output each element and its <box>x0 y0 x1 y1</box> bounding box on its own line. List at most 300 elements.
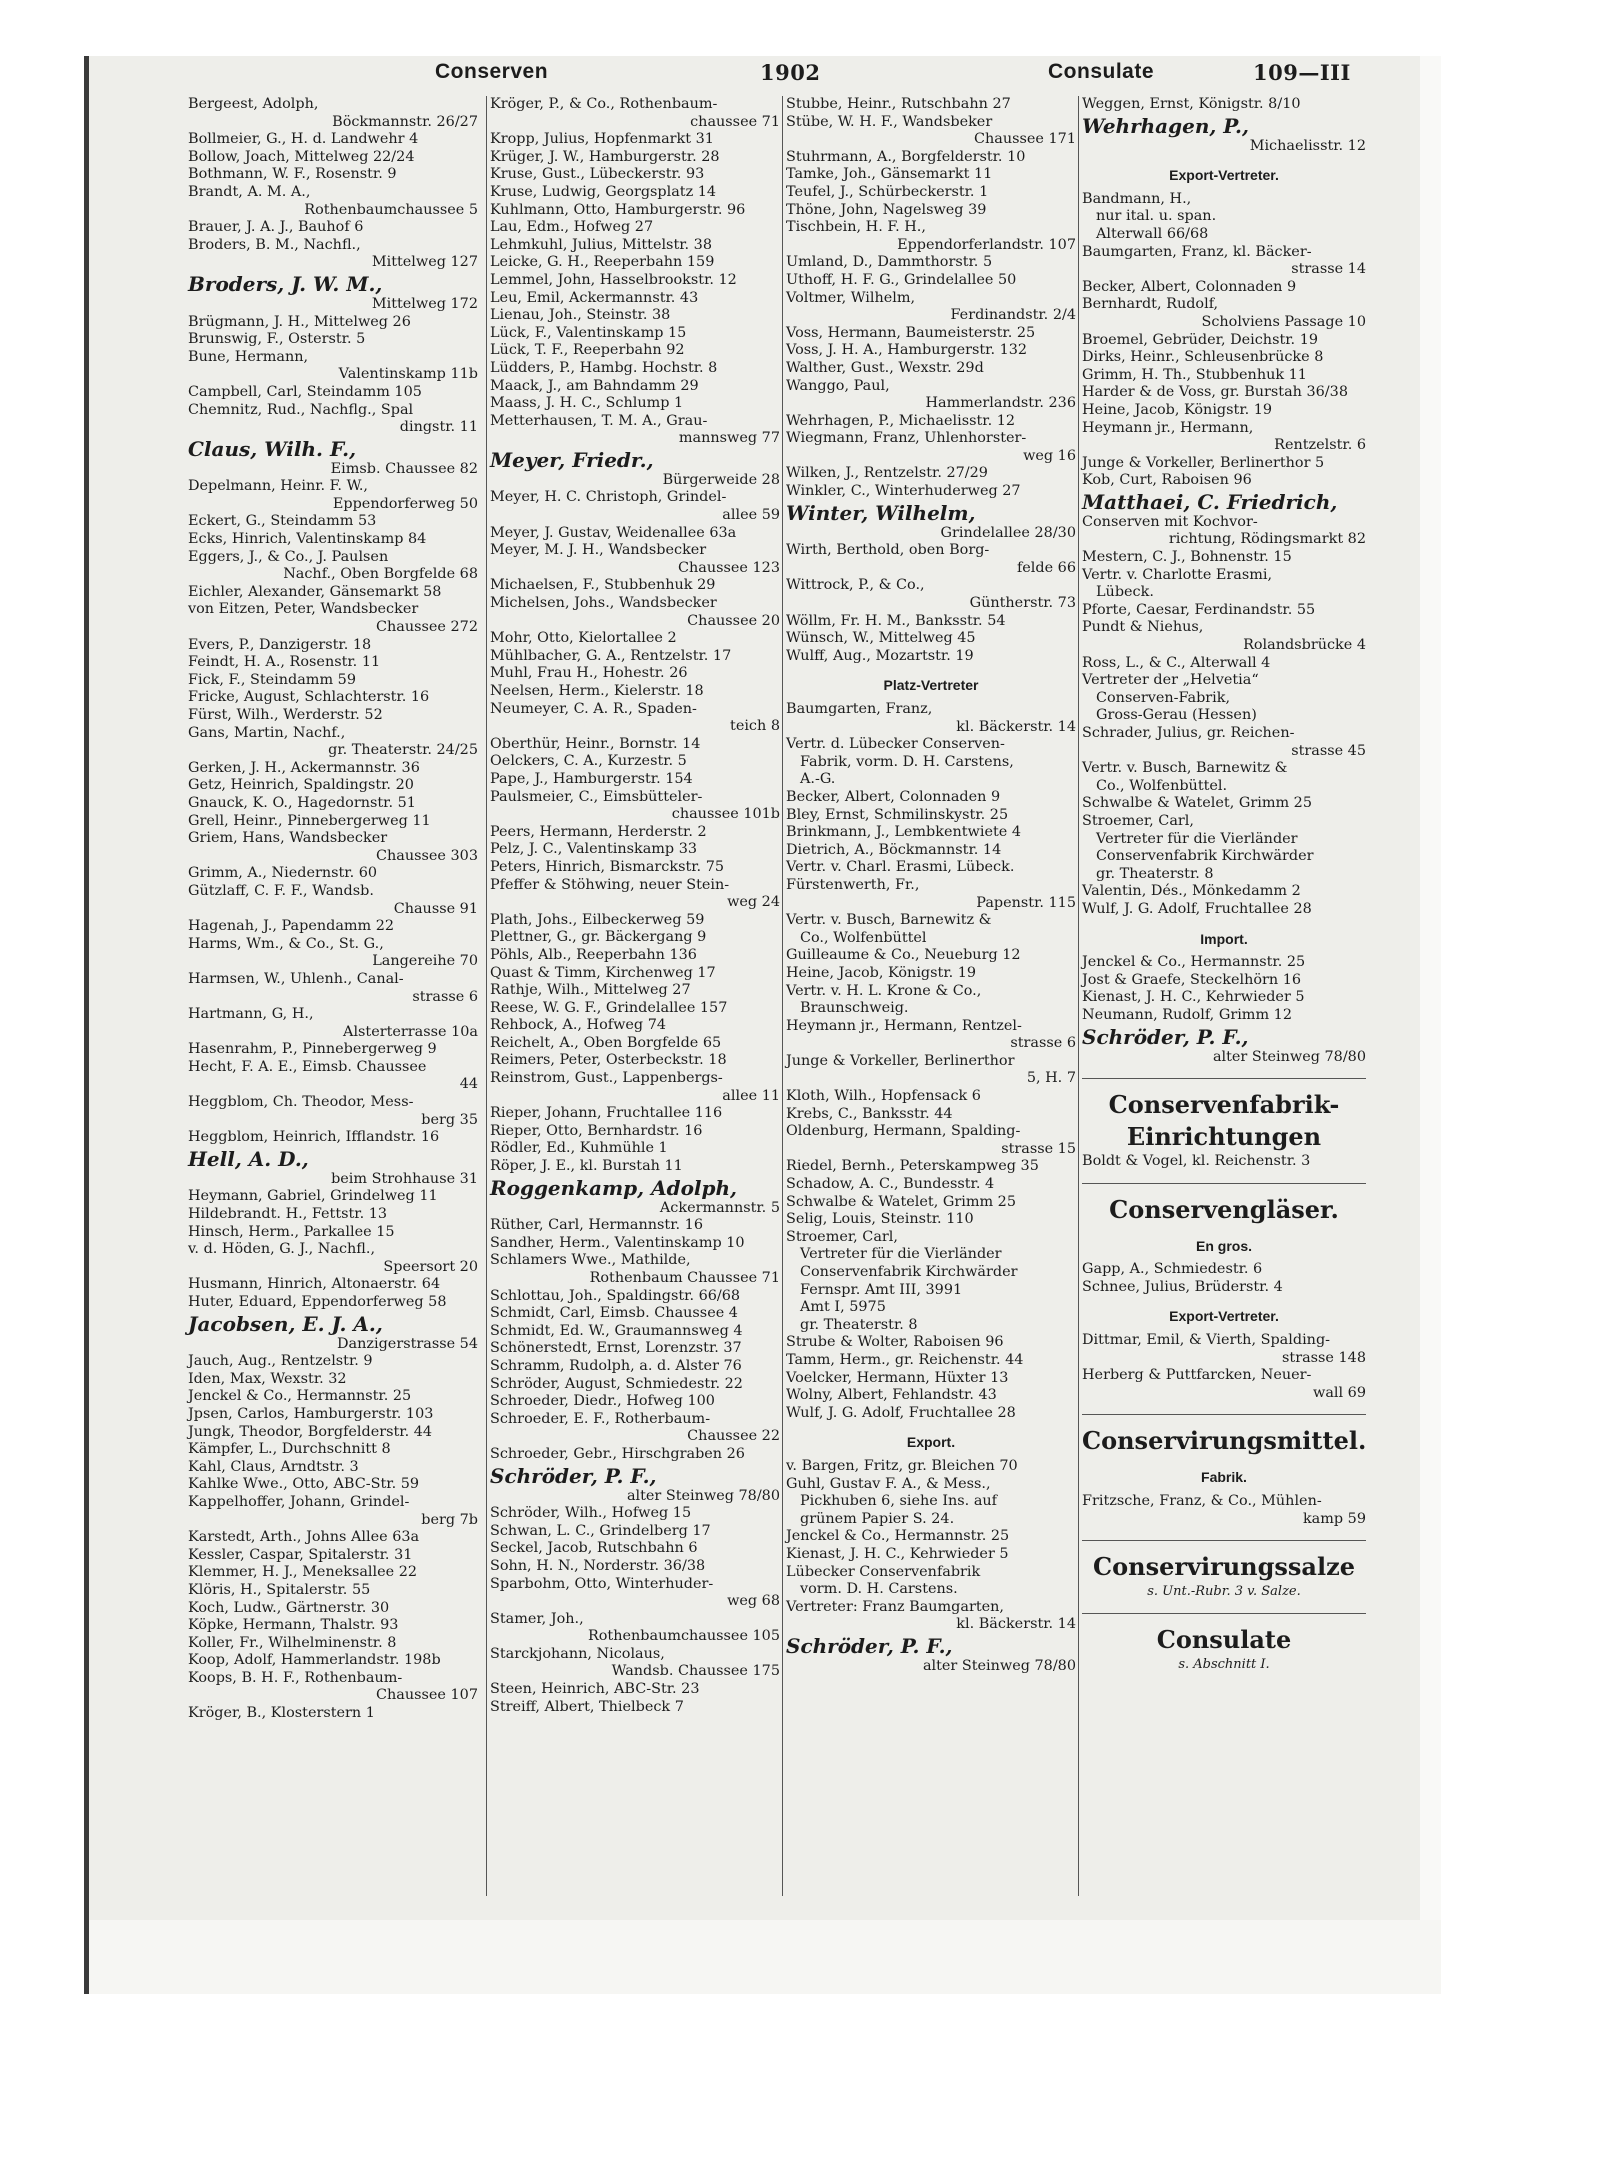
directory-entry <box>188 549 478 584</box>
featured-entry <box>786 501 1076 543</box>
entry-name-line: Brügmann, J. H., Mittelweg 26 <box>188 313 411 330</box>
directory-entry <box>490 789 780 824</box>
entry-name-line: Brinkmann, J., Lembkentwiete 4 <box>786 824 1022 841</box>
entry-name-line: Reichelt, A., Oben Borgfelde 65 <box>490 1034 722 1051</box>
entry-continuation-line: kl. Bäckerstr. 14 <box>956 1616 1076 1633</box>
directory-entry <box>786 272 1076 290</box>
entry-name-line: Wittrock, P., & Co., <box>786 577 925 594</box>
directory-entry <box>1082 96 1366 114</box>
entry-continuation-line: Amt I, 5975 <box>800 1299 886 1316</box>
entry-continuation-line: gr. Theaterstr. 8 <box>1096 865 1214 882</box>
directory-entry <box>188 1476 478 1494</box>
entry-name-line: Wünsch, W., Mittelweg 45 <box>786 630 976 647</box>
entry-continuation-line: Rentzelstr. 6 <box>1274 437 1366 454</box>
entry-continuation-line: Chaussee 107 <box>376 1687 478 1704</box>
directory-entry <box>490 202 780 220</box>
entry-name-line: Rödler, Ed., Kuhmühle 1 <box>490 1140 668 1157</box>
directory-entry <box>786 254 1076 272</box>
entry-continuation-line: Conserven-Fabrik, <box>1096 689 1231 706</box>
entry-name-line: Bernhardt, Rudolf, <box>1082 296 1219 313</box>
directory-entry <box>786 96 1076 114</box>
entry-continuation-line: Co., Wolfenbüttel <box>800 929 927 946</box>
entry-name-line: Kloth, Wilh., Hopfensack 6 <box>786 1088 981 1105</box>
entry-name-line: Grimm, H. Th., Stubbenhuk 11 <box>1082 366 1307 383</box>
directory-entry <box>786 1088 1076 1106</box>
featured-entry <box>1082 1025 1366 1067</box>
directory-entry <box>1082 455 1366 473</box>
directory-entry <box>1082 1007 1366 1025</box>
directory-entry <box>188 672 478 690</box>
directory-entry <box>490 912 780 930</box>
entry-name-line: Schröder, P. F., <box>490 1463 657 1488</box>
entry-name-line: Schrader, Julius, gr. Reichen- <box>1082 725 1295 741</box>
directory-entry <box>1082 191 1366 244</box>
entry-name-line: Mühlbacher, G. A., Rentzelstr. 17 <box>490 647 732 664</box>
directory-entry <box>1082 514 1366 549</box>
directory-entry <box>188 219 478 237</box>
directory-entry <box>188 384 478 402</box>
directory-entry <box>1082 655 1366 673</box>
directory-entry <box>1082 619 1366 654</box>
directory-entry <box>490 290 780 308</box>
entry-name-line: Köpke, Hermann, Thalstr. 93 <box>188 1617 399 1634</box>
entry-name-line: Selig, Louis, Steinstr. 110 <box>786 1211 974 1228</box>
entry-name-line: Schwalbe & Watelet, Grimm 25 <box>1082 795 1312 812</box>
entry-name-line: Brauer, J. A. J., Bauhof 6 <box>188 219 364 236</box>
entry-name-line: Hinsch, Herm., Parkallee 15 <box>188 1223 395 1240</box>
entry-name-line: Fricke, August, Schlachterstr. 16 <box>188 689 430 706</box>
directory-entry <box>490 1288 780 1306</box>
directory-entry <box>490 184 780 202</box>
entry-name-line: Wilken, J., Rentzelstr. 27/29 <box>786 465 988 482</box>
entry-name-line: Reese, W. G. F., Grindelallee 157 <box>490 999 728 1016</box>
entry-name-line: Vertr. v. Charl. Erasmi, Lübeck. <box>786 859 1015 876</box>
entry-continuation-line: teich 8 <box>730 718 780 735</box>
directory-entry <box>490 1699 780 1717</box>
directory-entry <box>490 1411 780 1446</box>
category-heading: Conservengläser. <box>1082 1183 1366 1226</box>
section-heading: Export-Vertreter. <box>1169 1308 1279 1325</box>
entry-continuation-line: Rothenbaumchaussee 5 <box>304 201 478 218</box>
entry-continuation-line: Michaelisstr. 12 <box>1249 137 1366 154</box>
entry-name-line: Peers, Hermann, Herderstr. 2 <box>490 823 707 840</box>
directory-entry <box>188 865 478 883</box>
entry-name-line: Schroeder, Diedr., Hofweg 100 <box>490 1393 715 1410</box>
directory-entry <box>188 402 478 437</box>
entry-name-line: Fick, F., Steindamm 59 <box>188 671 356 688</box>
entry-name-line: Pfeffer & Stöhwing, neuer Stein- <box>490 876 730 893</box>
entry-name-line: Hartmann, G, H., <box>188 1006 314 1023</box>
section-heading: Import. <box>1200 930 1248 947</box>
entry-continuation-line: berg 35 <box>421 1111 478 1128</box>
directory-entry <box>1082 883 1366 901</box>
entry-name-line: Gerken, J. H., Ackermannstr. 36 <box>188 759 420 776</box>
directory-entry <box>490 683 780 701</box>
directory-entry <box>188 830 478 865</box>
entry-name-line: Maass, J. H. C., Schlump 1 <box>490 395 684 412</box>
directory-entry <box>490 1376 780 1394</box>
directory-entry <box>188 478 478 513</box>
directory-entry <box>490 701 780 736</box>
entry-name-line: Wulff, Aug., Mozartstr. 19 <box>786 647 974 664</box>
entry-name-line: Heggblom, Heinrich, Ifflandstr. 16 <box>188 1129 440 1146</box>
entry-name-line: Fritzsche, Franz, & Co., Mühlen- <box>1082 1493 1322 1510</box>
entry-continuation-line: alter Steinweg 78/80 <box>922 1657 1076 1674</box>
directory-entry <box>786 1458 1076 1476</box>
directory-entry <box>1082 349 1366 367</box>
running-header <box>180 60 1360 90</box>
entry-name-line: Broders, B. M., Nachfl., <box>188 236 361 253</box>
entry-name-line: Gützlaff, C. F. F., Wandsb. <box>188 882 374 899</box>
entry-name-line: Kruse, Gust., Lübeckerstr. 93 <box>490 166 705 183</box>
directory-entry <box>490 841 780 859</box>
directory-entry <box>490 665 780 683</box>
entry-name-line: Voltmer, Wilhelm, <box>786 289 916 306</box>
entry-name-line: Schmidt, Carl, Eimsb. Chaussee 4 <box>490 1305 738 1322</box>
directory-entry <box>490 378 780 396</box>
directory-entry <box>490 1235 780 1253</box>
directory-entry <box>786 219 1076 254</box>
entry-name-line: v. d. Höden, G. J., Nachfl., <box>188 1241 376 1258</box>
directory-entry <box>786 1476 1076 1529</box>
directory-entry <box>786 184 1076 202</box>
directory-entry <box>188 1059 478 1094</box>
directory-entry <box>786 1546 1076 1564</box>
entry-name-line: Wolny, Albert, Fehlandstr. 43 <box>786 1387 997 1404</box>
directory-entry <box>490 272 780 290</box>
featured-entry <box>1082 490 1366 514</box>
directory-entry <box>786 166 1076 184</box>
entry-name-line: Stubbe, Heinr., Rutschbahn 27 <box>786 96 1011 112</box>
entry-continuation-line: Papenstr. 115 <box>976 894 1076 911</box>
directory-entry <box>1082 549 1366 567</box>
entry-continuation-line: weg 24 <box>727 894 780 911</box>
directory-entry <box>490 1252 780 1287</box>
directory-entry <box>188 689 478 707</box>
directory-entry <box>188 1188 478 1206</box>
entry-name-line: Becker, Albert, Colonnaden 9 <box>786 788 1001 805</box>
entry-name-line: Stroemer, Carl, <box>786 1228 898 1245</box>
directory-entry <box>188 1705 478 1723</box>
entry-continuation-line: Chaussee 20 <box>687 612 780 629</box>
directory-entry <box>188 936 478 971</box>
entry-name-line: Peters, Hinrich, Bismarckstr. 75 <box>490 858 725 875</box>
featured-entry <box>490 1176 780 1218</box>
entry-name-line: Dietrich, A., Böckmannstr. 14 <box>786 841 1002 858</box>
directory-entry <box>786 325 1076 343</box>
entry-continuation-line: gr. Theaterstr. 24/25 <box>328 742 478 759</box>
directory-entry <box>490 360 780 378</box>
directory-entry <box>1082 472 1366 490</box>
entry-continuation-line: Bürgerweide 28 <box>662 471 780 488</box>
entry-name-line: Wiegmann, Franz, Uhlenhorster- <box>786 430 1027 447</box>
directory-entry <box>188 331 478 349</box>
page-bottom-margin <box>84 1920 1441 1994</box>
entry-continuation-line: Chaussee 171 <box>974 131 1076 148</box>
directory-entry <box>490 131 780 149</box>
entry-name-line: Schröder, August, Schmiedestr. 22 <box>490 1375 743 1392</box>
entry-name-line: Eckert, G., Steindamm 53 <box>188 513 377 530</box>
column-4 <box>1078 96 1366 1896</box>
entry-name-line: Sparbohm, Otto, Winterhuder- <box>490 1575 714 1592</box>
directory-entry <box>490 1540 780 1558</box>
directory-entry <box>786 1352 1076 1370</box>
directory-entry <box>786 1405 1076 1423</box>
entry-name-line: Pöhls, Alb., Reeperbahn 136 <box>490 946 697 963</box>
entry-name-line: Karstedt, Arth., Johns Allee 63a <box>188 1529 420 1546</box>
entry-continuation-line: Chaussee 22 <box>687 1428 780 1445</box>
directory-entry <box>1082 972 1366 990</box>
entry-name-line: Heine, Jacob, Königstr. 19 <box>1082 401 1273 418</box>
entry-continuation-line: chaussee 71 <box>690 113 780 130</box>
directory-entry <box>490 325 780 343</box>
directory-entry <box>490 413 780 448</box>
entry-continuation-line: 44 <box>459 1076 478 1093</box>
entry-name-line: Boldt & Vogel, kl. Reichenstr. 3 <box>1082 1153 1311 1170</box>
directory-entry <box>188 166 478 184</box>
entry-continuation-line: Chaussee 123 <box>678 559 780 576</box>
directory-entry <box>490 947 780 965</box>
entry-name-line: Dittmar, Emil, & Vierth, Spalding- <box>1082 1332 1331 1349</box>
entry-name-line: Hell, A. D., <box>188 1146 309 1171</box>
entry-name-line: v. Bargen, Fritz, gr. Bleichen 70 <box>786 1457 1018 1474</box>
directory-entry <box>490 965 780 983</box>
entry-continuation-line: Valentinskamp 11b <box>338 366 478 383</box>
directory-entry <box>786 859 1076 877</box>
cross-reference-note: s. Abschnitt I. <box>1178 1656 1270 1672</box>
directory-columns <box>188 96 1367 1896</box>
entry-name-line: Vertr. d. Lübecker Conserven- <box>786 736 1005 753</box>
directory-entry <box>490 219 780 237</box>
entry-continuation-line: strasse 15 <box>1001 1140 1076 1157</box>
entry-name-line: Kessler, Caspar, Spitalerstr. 31 <box>188 1546 413 1563</box>
entry-name-line: Campbell, Carl, Steindamm 105 <box>188 383 422 400</box>
entry-name-line: Husmann, Hinrich, Altonaerstr. 64 <box>188 1276 441 1293</box>
entry-name-line: Thöne, John, Nagelsweg 39 <box>786 201 987 218</box>
directory-entry <box>1082 954 1366 972</box>
directory-entry <box>188 601 478 636</box>
directory-entry <box>188 1635 478 1653</box>
directory-entry <box>786 1018 1076 1053</box>
entry-name-line: Jenckel & Co., Hermannstr. 25 <box>188 1388 412 1405</box>
directory-entry <box>490 1017 780 1035</box>
entry-continuation-line: Mittelweg 127 <box>371 254 478 271</box>
entry-name-line: Rieper, Otto, Bernhardstr. 16 <box>490 1122 703 1139</box>
entry-name-line: Streiff, Albert, Thielbeck 7 <box>490 1698 684 1715</box>
directory-entry <box>786 1176 1076 1194</box>
directory-entry <box>490 395 780 413</box>
directory-entry <box>188 513 478 531</box>
directory-entry <box>188 531 478 549</box>
entry-name-line: Heggblom, Ch. Theodor, Mess- <box>188 1094 414 1111</box>
directory-entry <box>1082 901 1366 919</box>
entry-name-line: Conserven mit Kochvor- <box>1082 513 1258 530</box>
directory-entry <box>490 1576 780 1611</box>
entry-continuation-line: Rothenbaumchaussee 105 <box>587 1628 780 1645</box>
directory-entry <box>490 254 780 272</box>
entry-name-line: Hecht, F. A. E., Eimsb. Chaussee <box>188 1058 427 1075</box>
entry-name-line: Uthoff, H. F. G., Grindelallee 50 <box>786 271 1017 288</box>
directory-entry <box>188 971 478 1006</box>
directory-entry <box>188 1224 478 1242</box>
directory-entry <box>188 131 478 149</box>
directory-entry <box>188 96 478 131</box>
directory-entry <box>188 1494 478 1529</box>
directory-entry <box>188 1129 478 1147</box>
entry-continuation-line: Braunschweig. <box>800 1000 909 1017</box>
entry-name-line: Junge & Vorkeller, Berlinerthor <box>786 1052 1015 1069</box>
entry-name-line: Bley, Ernst, Schmilinskystr. 25 <box>786 806 1009 823</box>
directory-entry <box>490 577 780 595</box>
entry-name-line: Vertr. v. Charlotte Erasmi, <box>1082 566 1273 583</box>
directory-entry <box>490 1681 780 1699</box>
entry-name-line: Voss, Hermann, Baumeisterstr. 25 <box>786 324 1036 341</box>
featured-entry <box>490 1464 780 1506</box>
entry-name-line: Eichler, Alexander, Gänsemarkt 58 <box>188 583 442 600</box>
entry-name-line: Hasenrahm, P., Pinnebergerweg 9 <box>188 1041 437 1058</box>
entry-name-line: Valentin, Dés., Mönkedamm 2 <box>1082 883 1301 900</box>
entry-continuation-line: felde 66 <box>1016 559 1076 576</box>
section-heading: Export. <box>906 1434 956 1451</box>
entry-continuation-line: Fernspr. Amt III, 3991 <box>800 1281 963 1298</box>
entry-name-line: Plath, Johs., Eilbeckerweg 59 <box>490 911 705 928</box>
entry-continuation-line: mannsweg 77 <box>678 430 780 447</box>
directory-entry <box>786 824 1076 842</box>
column-2 <box>486 96 780 1896</box>
entry-continuation-line: strasse 148 <box>1282 1349 1366 1366</box>
directory-entry <box>490 525 780 543</box>
entry-continuation-line: Chausse 91 <box>393 900 478 917</box>
entry-name-line: Bollow, Joach, Mittelweg 22/24 <box>188 148 415 165</box>
directory-entry <box>786 1123 1076 1158</box>
entry-name-line: Sandher, Herm., Valentinskamp 10 <box>490 1234 745 1251</box>
directory-entry <box>786 465 1076 483</box>
entry-name-line: Klemmer, H. J., Meneksallee 22 <box>188 1564 418 1581</box>
directory-entry <box>1082 244 1366 279</box>
entry-name-line: Bergeest, Adolph, <box>188 96 319 112</box>
directory-entry <box>188 637 478 655</box>
directory-entry <box>188 777 478 795</box>
entry-name-line: Stuhrmann, A., Borgfelderstr. 10 <box>786 148 1026 165</box>
directory-entry <box>490 771 780 789</box>
directory-entry <box>188 1406 478 1424</box>
entry-name-line: Bollmeier, G., H. d. Landwehr 4 <box>188 131 419 148</box>
entry-name-line: Schnee, Julius, Brüderstr. 4 <box>1082 1278 1283 1295</box>
entry-continuation-line: chaussee 101b <box>671 806 780 823</box>
entry-name-line: Lück, F., Valentinskamp 15 <box>490 324 687 341</box>
directory-entry <box>786 290 1076 325</box>
entry-name-line: Winkler, C., Winterhuderweg 27 <box>786 483 1021 500</box>
category-heading: Consulate <box>1082 1613 1366 1656</box>
entry-name-line: Wulf, J. G. Adolf, Fruchtallee 28 <box>1082 900 1312 917</box>
entry-name-line: Lehmkuhl, Julius, Mittelstr. 38 <box>490 236 712 253</box>
entry-name-line: Lück, T. F., Reeperbahn 92 <box>490 342 685 359</box>
directory-entry <box>786 1564 1076 1599</box>
directory-entry <box>490 1052 780 1070</box>
entry-name-line: Schwalbe & Watelet, Grimm 25 <box>786 1193 1016 1210</box>
entry-name-line: Kröger, B., Klosterstern 1 <box>188 1705 375 1722</box>
entry-name-line: Tischbein, H. F. H., <box>786 219 926 236</box>
entry-continuation-line: weg 68 <box>727 1593 780 1610</box>
entry-name-line: Heymann, Gabriel, Grindelweg 11 <box>188 1188 438 1205</box>
entry-name-line: Stübe, W. H. F., Wandsbeker <box>786 113 993 130</box>
entry-continuation-line: beim Strohhause 31 <box>331 1170 478 1187</box>
directory-entry <box>188 918 478 936</box>
entry-continuation-line: Vertreter für die Vierländer <box>1096 830 1298 847</box>
entry-name-line: Schmidt, Ed. W., Graumannsweg 4 <box>490 1322 743 1339</box>
entry-name-line: Neumann, Rudolf, Grimm 12 <box>1082 1006 1292 1023</box>
featured-entry <box>1082 114 1366 156</box>
entry-continuation-line: Ferdinandstr. 2/4 <box>950 307 1076 324</box>
entry-name-line: Bune, Hermann, <box>188 348 309 365</box>
directory-entry <box>490 982 780 1000</box>
entry-continuation-line: Rothenbaum Chaussee 71 <box>589 1270 780 1286</box>
directory-entry <box>786 1528 1076 1546</box>
entry-name-line: Jost & Graefe, Steckelhörn 16 <box>1082 971 1302 988</box>
directory-entry <box>786 983 1076 1018</box>
directory-entry <box>188 813 478 831</box>
directory-entry <box>490 1140 780 1158</box>
directory-entry <box>490 929 780 947</box>
entry-name-line: Metterhausen, T. M. A., Grau- <box>490 412 708 429</box>
entry-name-line: Schroeder, E. F., Rotherbaum- <box>490 1410 711 1427</box>
entry-name-line: Leicke, G. H., Reeperbahn 159 <box>490 254 715 271</box>
entry-continuation-line: Lübeck. <box>1096 584 1154 601</box>
entry-name-line: Klöris, H., Spitalerstr. 55 <box>188 1581 371 1598</box>
directory-entry <box>490 542 780 577</box>
directory-entry <box>786 1053 1076 1088</box>
directory-entry <box>188 1547 478 1565</box>
directory-entry <box>786 577 1076 612</box>
directory-entry <box>786 342 1076 360</box>
directory-entry <box>188 1652 478 1670</box>
directory-entry <box>188 237 478 272</box>
directory-entry <box>188 349 478 384</box>
category-heading: Conservirungsmittel. <box>1082 1414 1366 1457</box>
entry-name-line: Meyer, J. Gustav, Weidenallee 63a <box>490 524 737 541</box>
directory-entry <box>490 489 780 524</box>
entry-name-line: Guilleaume & Co., Neueburg 12 <box>786 947 1021 964</box>
directory-entry <box>188 1276 478 1294</box>
entry-name-line: Teufel, J., Schürbeckerstr. 1 <box>786 183 989 200</box>
directory-entry <box>188 584 478 602</box>
directory-entry <box>786 648 1076 666</box>
directory-entry <box>490 753 780 771</box>
directory-entry <box>786 807 1076 825</box>
header-year: 1902 <box>760 60 821 85</box>
entry-continuation-line: kamp 59 <box>1302 1510 1366 1527</box>
directory-entry <box>490 149 780 167</box>
entry-continuation-line: Langereihe 70 <box>372 953 478 970</box>
directory-entry <box>188 760 478 778</box>
entry-continuation-line: Grindelallee 28/30 <box>940 524 1076 541</box>
directory-entry <box>786 965 1076 983</box>
directory-entry <box>786 1106 1076 1124</box>
entry-name-line: Rieper, Johann, Fruchtallee 116 <box>490 1105 723 1122</box>
directory-entry <box>1082 279 1366 297</box>
entry-name-line: Ecks, Hinrich, Valentinskamp 84 <box>188 531 427 548</box>
directory-entry <box>490 630 780 648</box>
entry-name-line: Neumeyer, C. A. R., Spaden- <box>490 700 697 717</box>
section-heading: Platz-Vertreter <box>883 677 979 694</box>
entry-name-line: Rüther, Carl, Hermannstr. 16 <box>490 1217 703 1234</box>
category-heading: Conservirungssalze <box>1082 1540 1366 1583</box>
entry-continuation-line: Rolandsbrücke 4 <box>1243 637 1366 654</box>
entry-name-line: Vertr. v. Busch, Barnewitz & <box>1082 760 1288 777</box>
directory-entry <box>188 707 478 725</box>
directory-entry <box>786 149 1076 167</box>
directory-entry <box>188 1424 478 1442</box>
